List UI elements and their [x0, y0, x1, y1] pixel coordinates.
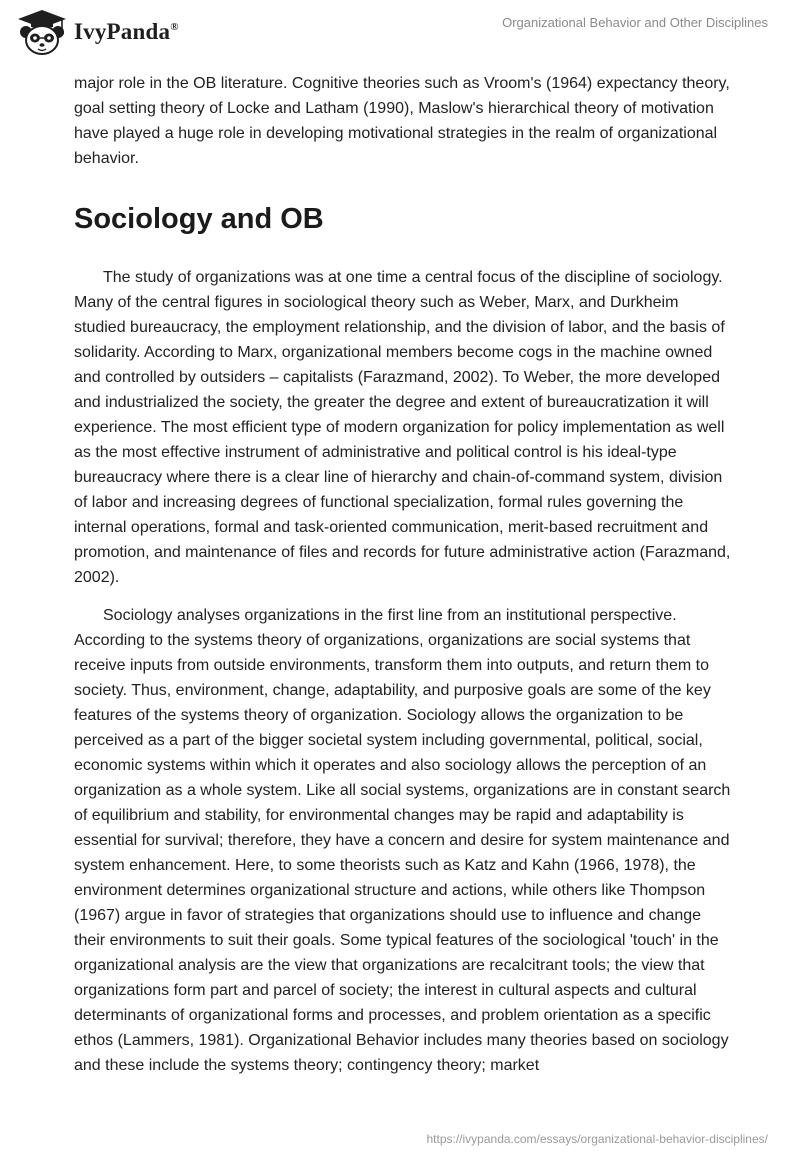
brand-wordmark: IvyPanda	[74, 19, 171, 44]
document-title: Organizational Behavior and Other Disciplines	[502, 15, 768, 30]
essay-body	[74, 71, 734, 1078]
registered-mark: ®	[170, 21, 179, 33]
section-heading: Sociology and OB	[74, 203, 324, 235]
intro-paragraph: major role in the OB literature. Cognitive theories such as Vroom's (1964) expectancy theory, goal setting theory of Locke and Latham (1990), Maslow's hierarchical theory of motivation have played a huge role in developing motivational strategies in the realm of organizational behavior.	[74, 75, 730, 167]
body-paragraph-1: The study of organizations was at one time a central focus of the discipline of sociology. Many of the central figures in sociological theory such as Weber, Marx, and Durkheim studied bureaucracy, the employment relationship, and the division of labor, and the basis of solidarity. According to Marx, organizational members become cogs in the machine owned and controlled by outsiders – capitalists (Farazmand, 2002). To Weber, the more developed and industrialized the society, the greater the degree and extent of bureaucratization it will experience. The most efficient type of modern organization for policy implementation as well as the most effective instrument of administrative and political control is his ideal-type bureaucracy where there is a clear line of hierarchy and chain-of-command system, division of labor and increasing degrees of functional specialization, formal rules governing the internal operations, formal and task-oriented communication, merit-based recruitment and promotion, and maintenance of files and records for future administrative action (Farazmand, 2002).	[74, 269, 731, 586]
page-header	[0, 0, 800, 62]
body-paragraph-2: Sociology analyses organizations in the first line from an institutional perspective. According to the systems theory of organizations, organizations are social systems that receive inputs from outside environments, transform them into outputs, and return them to society. Thus, environment, change, adaptability, and purposive goals are some of the key features of the systems theory of organization. Sociology allows the organization to be perceived as a part of the bigger societal system including governmental, political, social, economic systems within which it operates and also sociology allows the perception of an organization as a whole system. Like all social systems, organizations are in constant search of equilibrium and stability, for environmental changes may be rapid and adaptability is essential for survival; therefore, they have a concern and desire for system maintenance and system enhancement. Here, to some theorists such as Katz and Kahn (1966, 1978), the environment determines organizational structure and actions, while others like Thompson (1967) argue in favor of strategies that organizations should use to influence and change their environments to suit their goals. Some typical features of the sociological 'touch' in the organizational analysis are the view that organizations are recalcitrant tools; the view that organizations form part and parcel of society; the interest in cultural aspects and cultural determinants of organizational forms and processes, and problem orientation as a specific ethos (Lammers, 1981). Organizational Behavior includes many theories based on sociology and these include the systems theory; contingency theory; market	[74, 607, 731, 1074]
brand-logo[interactable]	[14, 8, 179, 56]
brand-name	[74, 19, 179, 45]
panda-graduate-icon	[14, 8, 70, 56]
source-url[interactable]: https://ivypanda.com/essays/organizational-behavior-disciplines/	[426, 1132, 768, 1146]
paragraph-spacer	[74, 590, 734, 603]
